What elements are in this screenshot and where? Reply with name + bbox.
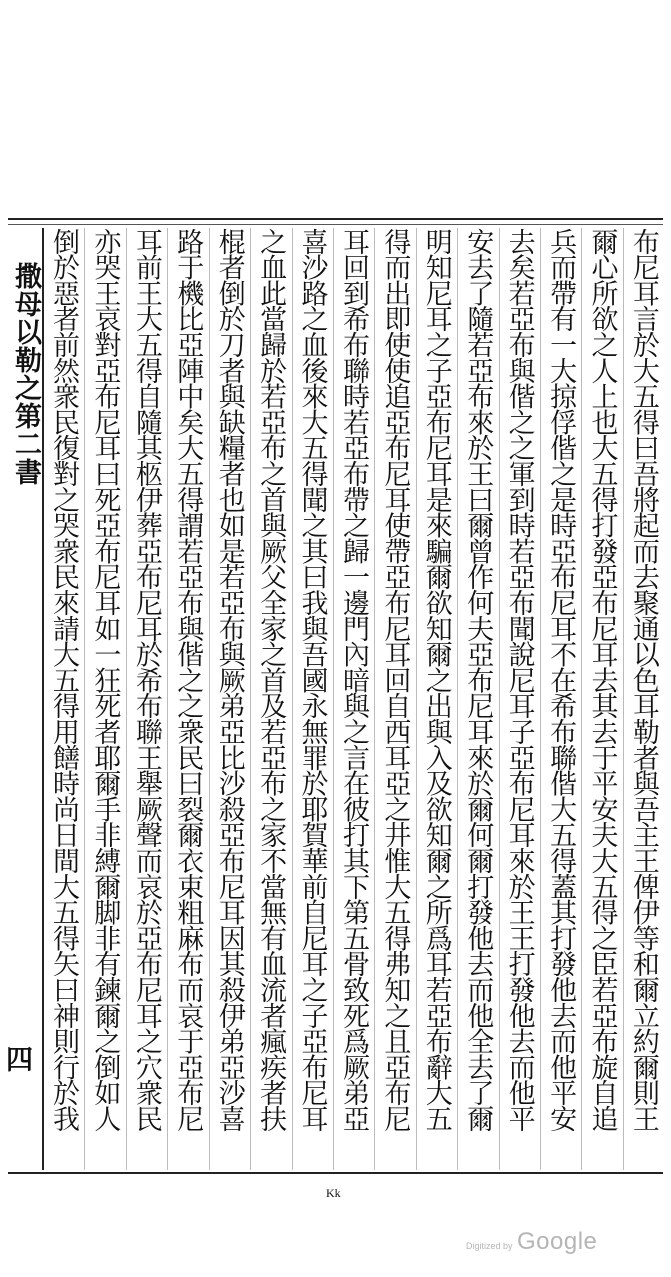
- vertical-text-block: [44, 228, 662, 1170]
- text-column: 去矣若亞布與偕之之軍到時若亞布聞說尼耳子亞布尼耳來於王王打發他去而他平: [499, 228, 538, 1170]
- running-head-title: 撒母以勒之第二書: [10, 262, 41, 486]
- text-column: 路于機比亞陣中矣大五得謂若亞布與偕之之衆民曰裂爾衣束粗麻布而哀于亞布尼: [167, 228, 206, 1170]
- text-column: 得而出即使使追亞布尼耳使帶亞布尼耳回自西耳亞之井惟大五得弗知之且亞布尼: [374, 228, 413, 1170]
- bottom-rule: [8, 1172, 663, 1174]
- page-number: 四: [6, 1045, 33, 1076]
- text-column: 耳前王大五得自隨其柩伊葬亞布尼耳於希布聯王舉厥聲而哀於亞布尼耳之穴衆民: [126, 228, 165, 1170]
- digitizer-watermark: [466, 1228, 597, 1256]
- text-column: 安去了隨若亞布來於王曰爾曾作何夫亞布尼耳來於爾何爾打發他去而他全去了爾: [457, 228, 496, 1170]
- text-column: 耳回到希布聯時若亞布帶之歸一邊門內暗與之言在彼打其下第五骨致死爲厥弟亞: [333, 228, 372, 1170]
- watermark-prefix: Digitized by: [466, 1241, 513, 1251]
- text-column: 之血此當歸於若亞布之首與厥父全家之首及若亞布之家不當無有血流者瘋疾者扶: [250, 228, 289, 1170]
- text-column: 明知尼耳之子亞布尼耳是來騙爾欲知爾之出與入及欲知爾之所爲耳若亞布辭大五: [416, 228, 455, 1170]
- text-column: 爾心所欲之人上也大五得打發亞布尼耳去其去于平安夫大五得之臣若亞布旋自追: [581, 228, 620, 1170]
- text-column: 喜沙路之血後來大五得聞之其曰我與吾國永無罪於耶賀華前自尼耳之子亞布尼耳: [292, 228, 331, 1170]
- google-logo: Google: [516, 1228, 598, 1255]
- text-column: 布尼耳言於大五得曰吾將起而去聚通以色耳勒者與吾主王俾伊等和爾立約爾則王: [623, 228, 662, 1170]
- printer-signature-mark: Kk: [326, 1186, 341, 1200]
- text-column: 兵而帶有一大掠俘偕之是時亞布尼耳不在希布聯偕大五得蓋其打發他去而他平安: [540, 228, 579, 1170]
- text-column: 亦哭王哀對亞布尼耳曰死亞布尼耳如一狂死者耶爾手非縛爾脚非有鍊爾之倒如人: [84, 228, 123, 1170]
- text-column: 倒於惡者前然衆民復對之哭衆民來請大五得用饍時尚日間大五得矢曰神則行於我: [48, 228, 79, 1132]
- top-rule: [8, 224, 663, 225]
- text-column: 棍者倒於刀者與缺糧者也如是若亞布與厥弟亞比沙殺亞布尼耳因其殺伊弟亞沙喜: [209, 228, 248, 1170]
